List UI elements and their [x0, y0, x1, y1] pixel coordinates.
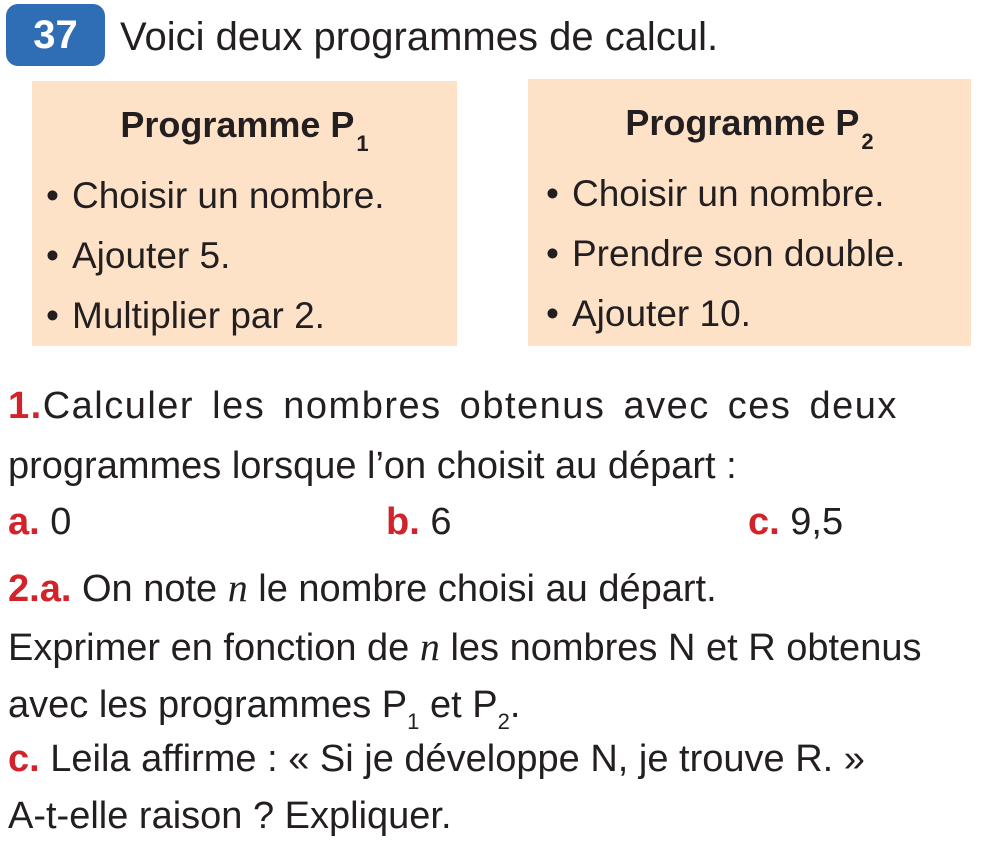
question-1-label: 1.	[8, 385, 43, 427]
exercise-number-badge: 37	[6, 4, 105, 66]
program-steps-p2	[546, 164, 905, 344]
program-step: • Choisir un nombre.	[46, 175, 385, 216]
question-1-line-1: 1.Calculer les nombres obtenus avec ces deux	[8, 385, 898, 427]
question-2-line-2: Exprimer en fonction de n les nombres N et R obtenus	[8, 624, 922, 669]
question-2-line-3: avec les programmes $P_1$ et $P_2$.	[8, 684, 521, 734]
program-step: • Ajouter 10.	[546, 293, 751, 334]
program-box-p2	[528, 79, 971, 346]
question-1-option-a: a. 0	[8, 501, 72, 543]
program-step: • Choisir un nombre.	[546, 173, 885, 214]
question-1-option-b: b. 6	[386, 501, 452, 543]
variable-n: n	[227, 565, 248, 610]
program-step: • Ajouter 5.	[46, 235, 231, 276]
question-2-label: 2.	[8, 568, 40, 610]
program-title-p1: Programme $P_1$	[120, 104, 369, 156]
question-2c-label: c.	[8, 738, 40, 780]
program-box-p1	[32, 81, 457, 346]
question-1-line-2: programmes lorsque l’on choisit au départ :	[8, 445, 737, 487]
program-step: • Multiplier par 2.	[46, 295, 325, 336]
question-2a-label: a.	[39, 568, 72, 610]
question-2-line-1: 2.a. On note n le nombre choisi au départ.	[8, 565, 717, 610]
question-2c-line: c. Leila affirme : « Si je développe N, je trouve R. »	[8, 738, 865, 780]
program-title-p2: Programme $P_2$	[625, 102, 874, 154]
program-step: • Prendre son double.	[546, 233, 906, 274]
program-steps-p1	[46, 166, 385, 346]
variable-n: n	[419, 624, 440, 669]
question-1-option-c: c. 9,5	[748, 501, 844, 543]
question-2c-line-2: A-t-elle raison ? Expliquer.	[8, 795, 452, 837]
exercise-intro: Voici deux programmes de calcul.	[120, 15, 719, 59]
